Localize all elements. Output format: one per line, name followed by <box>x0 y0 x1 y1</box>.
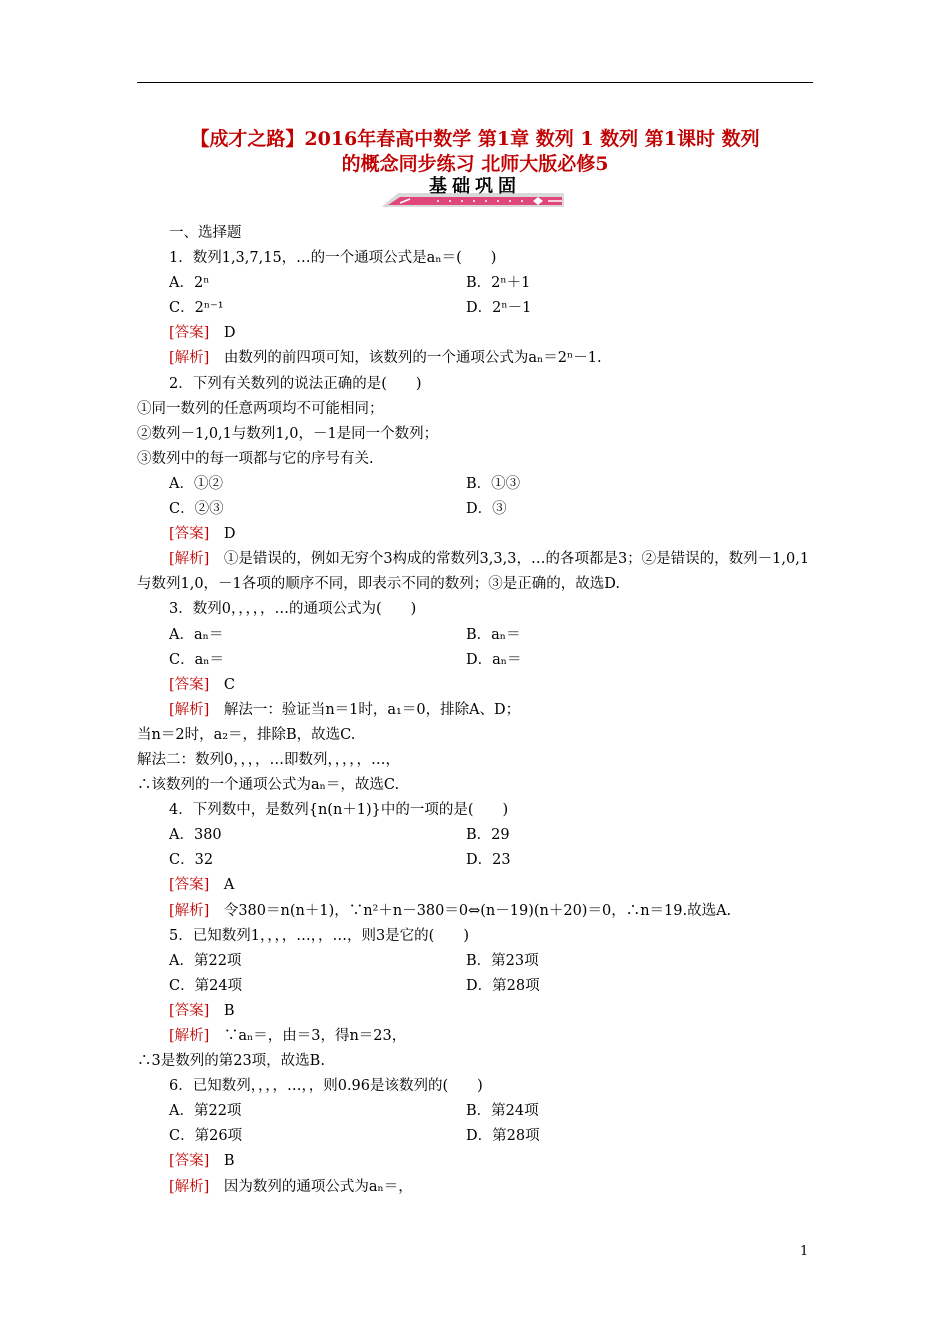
analysis-tag: [解析] <box>169 902 210 919</box>
answer-tag: [答案] <box>169 676 210 693</box>
analysis-text: ∵aₙ＝，由＝3，得n＝23， <box>223 1028 407 1044</box>
analysis-tag: [解析] <box>169 701 210 718</box>
option-b: B．aₙ＝ <box>466 626 521 643</box>
answer-value: C <box>223 676 235 693</box>
document-title-line-1: 【成才之路】2016年春高中数学 第1章 数列 1 数列 第1课时 数列 <box>190 128 760 150</box>
question-3-analysis-1 <box>137 698 813 723</box>
question-5-answer <box>137 999 813 1024</box>
question-6-answer <box>137 1149 813 1174</box>
question-5-options-cd <box>137 974 813 999</box>
document-title-line-2: 的概念同步练习 北师大版必修5 <box>341 153 609 175</box>
question-5-analysis-1 <box>137 1024 813 1049</box>
question-3-answer <box>137 673 813 698</box>
question-3-analysis-2: 当n＝2时，a₂＝，排除B，故选C. <box>137 726 356 743</box>
exercise-content <box>137 221 813 1200</box>
answer-value: D <box>223 526 236 543</box>
question-3-options-ab <box>137 623 813 648</box>
analysis-tag: [解析] <box>169 1028 210 1044</box>
option-d: D．2ⁿ－1 <box>466 300 532 317</box>
question-2-statement-3: ③数列中的每一项都与它的序号有关. <box>137 450 374 467</box>
analysis-text: 解法一：验证当n＝1时，a₁＝0，排除A、D； <box>223 701 521 718</box>
option-b: B．第23项 <box>466 952 539 969</box>
option-c: C．aₙ＝ <box>169 651 225 668</box>
question-3-analysis-4: ∴该数列的一个通项公式为aₙ＝，故选C. <box>137 777 400 794</box>
question-4-answer <box>137 873 813 898</box>
option-b: B．第24项 <box>466 1103 539 1120</box>
option-d: D．aₙ＝ <box>466 651 522 668</box>
question-3-analysis-3: 解法二：数列0，，，，…即数列，，，，，…， <box>137 751 400 768</box>
question-1-answer <box>137 321 813 346</box>
option-b: B．①③ <box>466 475 521 492</box>
answer-tag: [答案] <box>169 325 210 342</box>
question-2-analysis <box>137 547 813 597</box>
question-5-analysis-2: ∴3是数列的第23项，故选B. <box>137 1053 325 1070</box>
option-a: A．①② <box>169 475 223 492</box>
answer-tag: [答案] <box>169 877 210 894</box>
option-a: A．2ⁿ <box>169 275 210 292</box>
question-2-options-cd <box>137 497 813 522</box>
analysis-text: ①是错误的，例如无穷个3构成的常数列3,3,3，…的各项都是3；②是错误的，数列－1,0,1与数列1,0，－1各项的顺序不同，即表示不同的数列；③是正确的，故选D. <box>137 551 810 593</box>
option-c: C．第24项 <box>169 977 243 994</box>
question-2-stem: 2．下列有关数列的说法正确的是( ) <box>169 375 422 392</box>
question-2-answer <box>137 522 813 547</box>
question-4-analysis <box>137 899 813 924</box>
option-d: D．第28项 <box>466 977 540 994</box>
analysis-text: 因为数列的通项公式为aₙ＝， <box>223 1178 413 1195</box>
question-2-statement-2: ②数列－1,0,1与数列1,0，－1是同一个数列； <box>137 425 439 442</box>
answer-value: A <box>223 877 235 894</box>
header-rule <box>137 82 813 83</box>
question-1-stem: 1．数列1,3,7,15，…的一个通项公式是aₙ＝( ) <box>169 250 497 267</box>
option-b: B．2ⁿ＋1 <box>466 275 531 292</box>
answer-tag: [答案] <box>169 1153 210 1170</box>
option-a: A．380 <box>169 827 222 844</box>
banner-label: 基础巩固 <box>429 176 521 197</box>
answer-tag: [答案] <box>169 1002 210 1019</box>
question-6-analysis <box>137 1175 813 1200</box>
option-d: D．③ <box>466 501 507 518</box>
question-6-stem: 6．已知数列，，，，…，，则0.96是该数列的( ) <box>169 1078 483 1095</box>
analysis-text: 令380＝n(n＋1)，∵n²＋n－380＝0⇔(n－19)(n＋20)＝0，∴n＝19.故选A. <box>223 902 732 919</box>
question-1-options-cd <box>137 296 813 321</box>
option-a: A．第22项 <box>169 952 242 969</box>
question-4-stem: 4．下列数中，是数列{n(n＋1)}中的一项的是( ) <box>169 802 509 819</box>
option-a: A．aₙ＝ <box>169 626 224 643</box>
option-c: C．第26项 <box>169 1128 243 1145</box>
question-3-stem: 3．数列0，，，，，…的通项公式为( ) <box>169 601 417 618</box>
question-2-statement-1: ①同一数列的任意两项均不可能相同； <box>137 400 384 417</box>
option-d: D．第28项 <box>466 1128 540 1145</box>
question-3-options-cd <box>137 648 813 673</box>
question-1-analysis <box>137 346 813 371</box>
analysis-text: 由数列的前四项可知，该数列的一个通项公式为aₙ＝2ⁿ－1. <box>223 350 602 367</box>
page-number: 1 <box>800 1244 809 1259</box>
analysis-tag: [解析] <box>169 551 210 568</box>
answer-value: B <box>223 1002 235 1019</box>
question-4-options-cd <box>137 848 813 873</box>
question-6-options-ab <box>137 1099 813 1124</box>
option-b: B．29 <box>466 827 510 844</box>
option-c: C．32 <box>169 852 214 869</box>
question-1-options-ab <box>137 271 813 296</box>
analysis-tag: [解析] <box>169 350 210 367</box>
option-a: A．第22项 <box>169 1103 242 1120</box>
section-heading: 一、选择题 <box>169 225 242 241</box>
answer-value: D <box>223 325 236 342</box>
question-5-stem: 5．已知数列1，，，，…，，…，则3是它的( ) <box>169 927 469 944</box>
answer-tag: [答案] <box>169 526 210 543</box>
question-4-options-ab <box>137 823 813 848</box>
option-c: C．2ⁿ⁻¹ <box>169 300 224 317</box>
question-5-options-ab <box>137 949 813 974</box>
analysis-tag: [解析] <box>169 1178 210 1195</box>
question-6-options-cd <box>137 1124 813 1149</box>
option-d: D．23 <box>466 852 511 869</box>
question-2-options-ab <box>137 472 813 497</box>
answer-value: B <box>223 1153 235 1170</box>
option-c: C．②③ <box>169 501 224 518</box>
